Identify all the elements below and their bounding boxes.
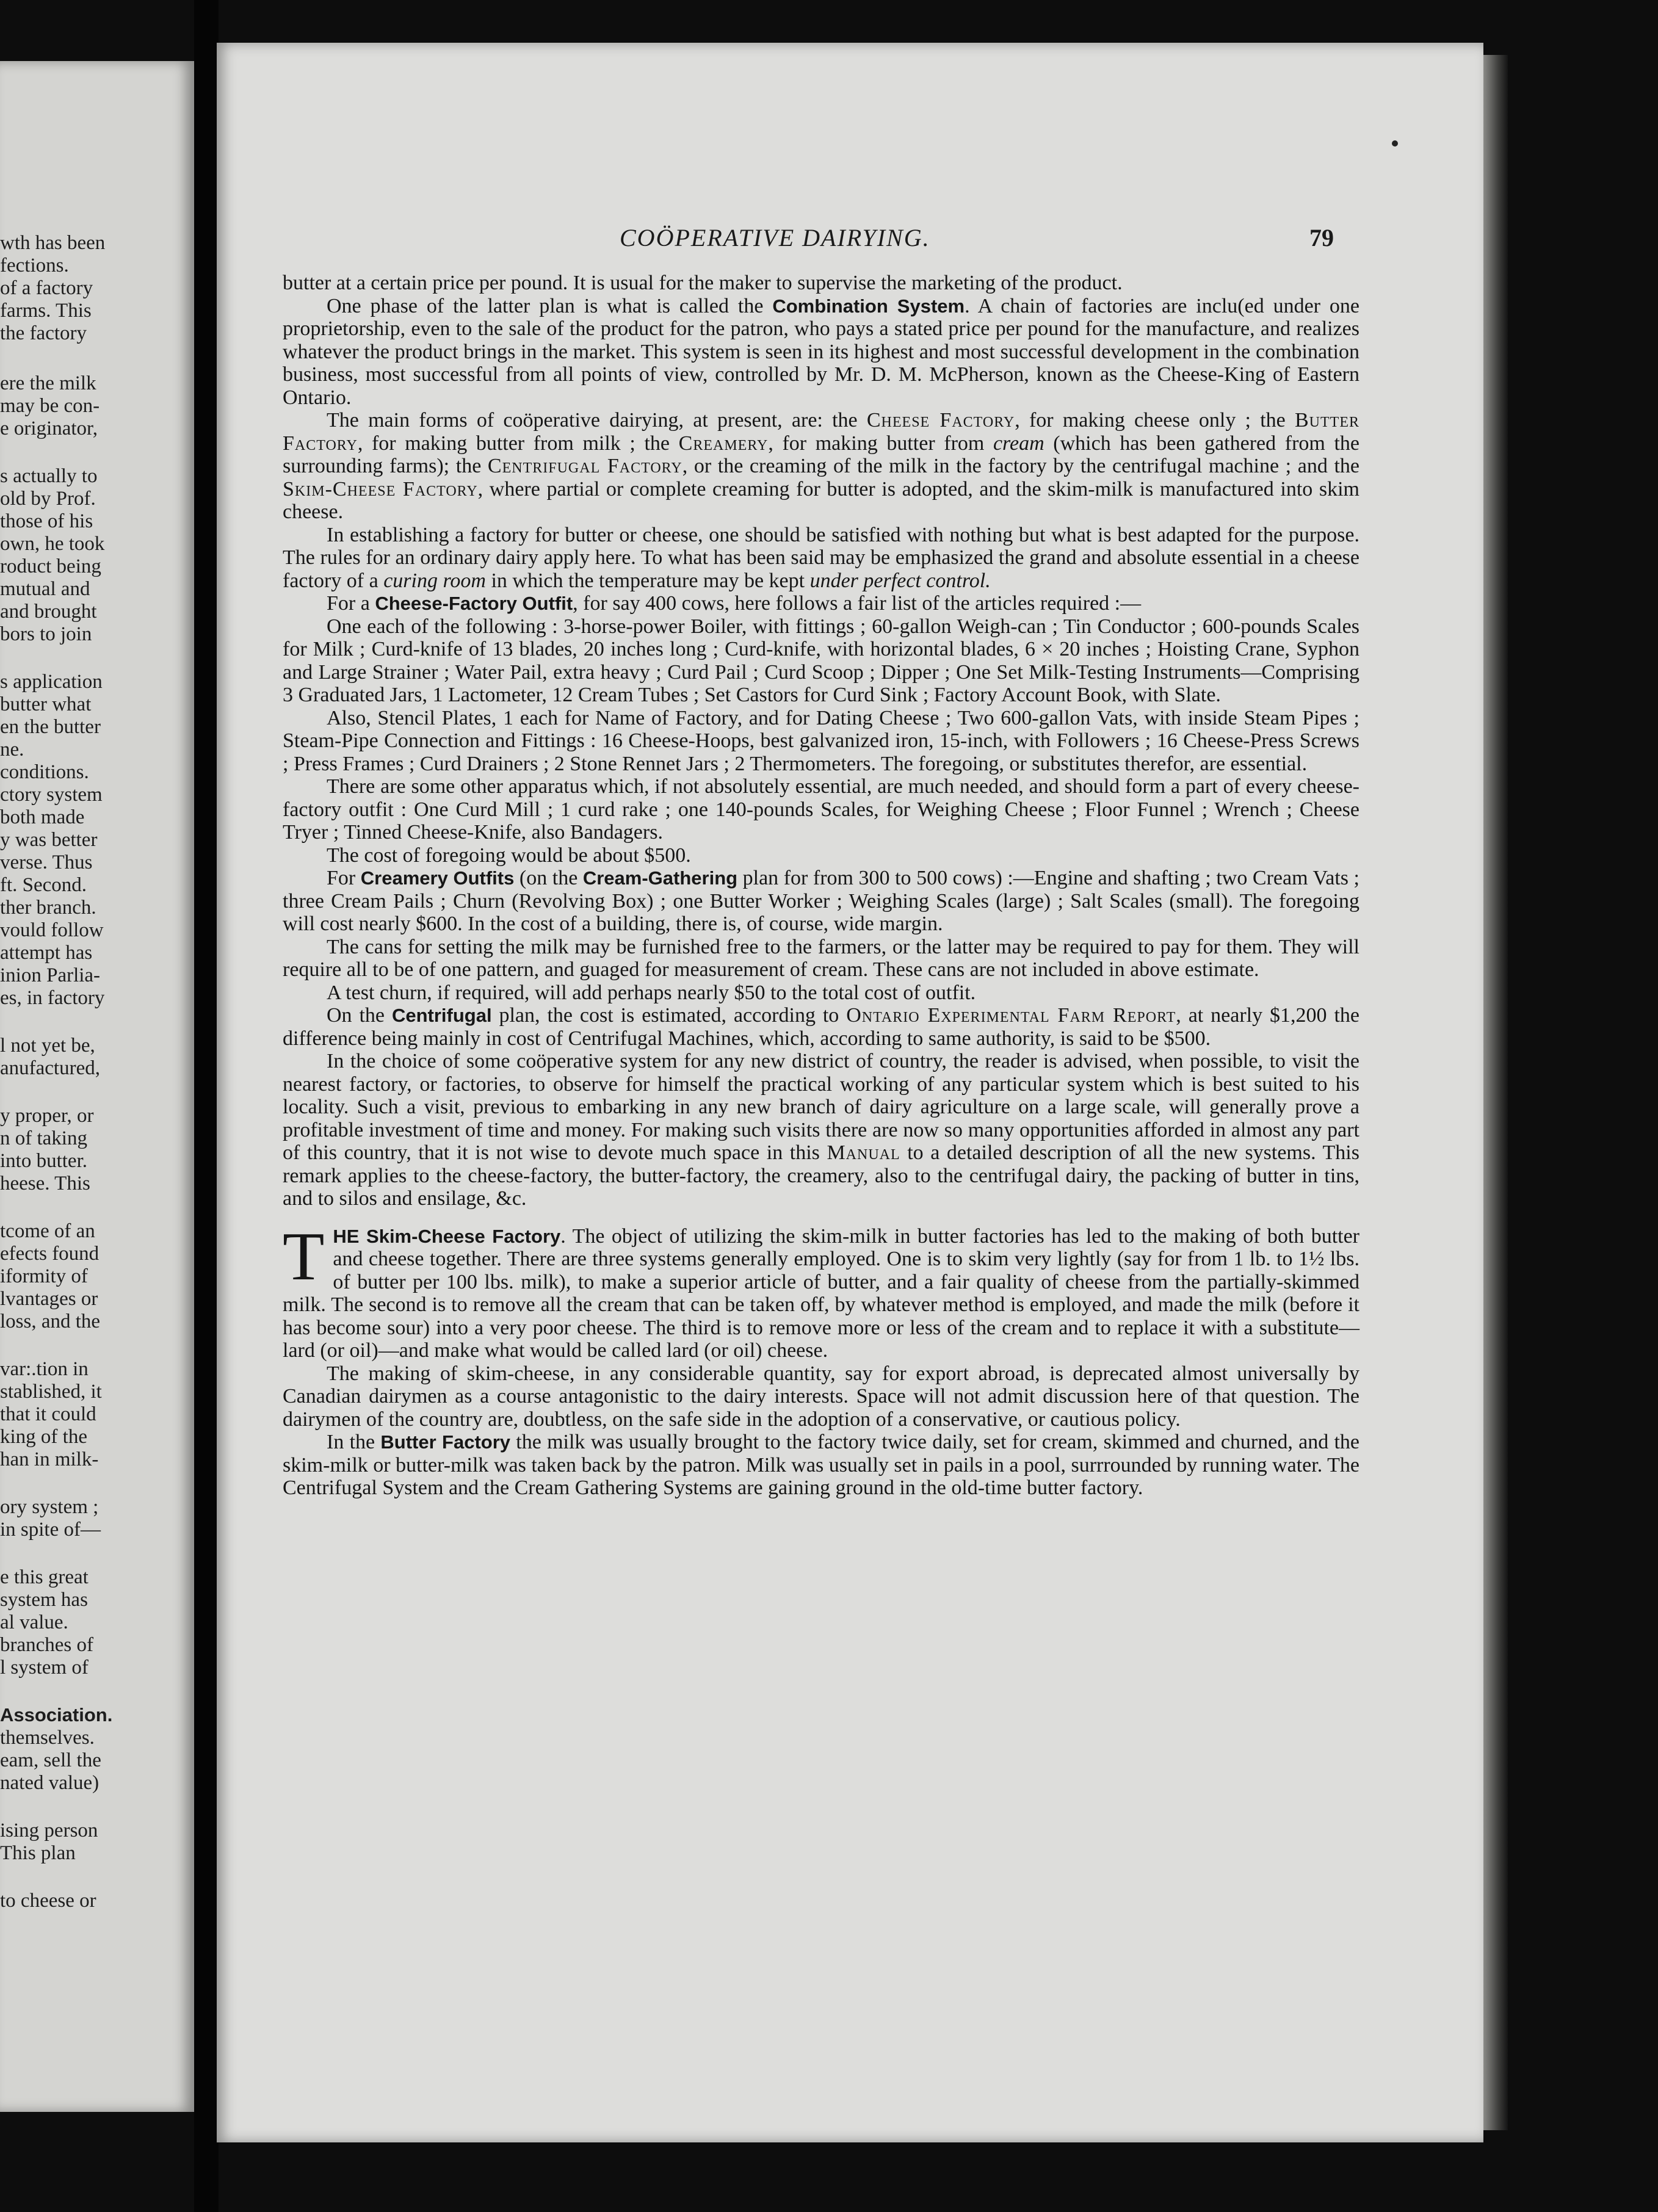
left-page-line: nated value) (0, 1772, 100, 1794)
left-page-line: attempt has (0, 942, 93, 964)
left-page-line: ft. Second. (0, 874, 87, 896)
text-run: , for say 400 cows, here follows a fair list of the articles required :— (573, 592, 1142, 615)
small-caps-term: Creamery (678, 432, 769, 455)
paragraph (283, 1362, 1359, 1431)
text-run: to a detailed description of all the new systems. This remark applies to the cheese-factory, the butter-factory, the creamery, also to the centrifugal dairy, the packing of butter in tins, and to silos and ensilage, &c. (283, 1141, 1359, 1210)
left-page-line: s actually to (0, 465, 98, 487)
small-caps-term: Skim-Cheese Factory (283, 477, 478, 501)
left-page-line: ctory system (0, 784, 103, 806)
italic-term: under perfect control. (809, 569, 991, 592)
left-page-line: and brought (0, 601, 97, 623)
left-page-line: stablished, it (0, 1381, 102, 1403)
paragraph (283, 295, 1359, 410)
left-page-line: king of the (0, 1426, 87, 1448)
left-page-line: into butter. (0, 1150, 87, 1172)
left-page-line: ising person (0, 1820, 98, 1842)
text-run: The cans for setting the milk may be furnished free to the farmers, or the latter may be required to pay for them. They will require all to be of one pattern, and guaged for measurement of cream. These cans are not included in above estimate. (283, 935, 1359, 981)
text-run: . A chain of factories are inclu(ed under one proprietorship, even to the sale of the product for the patron, who pays a stated price per pound for the manufacture, and realizes whatever the product brings in the market. This system is seen in its highest and most successful development in the combination business, most successful from all points of view, controlled by Mr. D. M. McPherson, known as the Cheese-King of Eastern Ontario. (283, 294, 1359, 409)
paragraph (283, 272, 1359, 295)
italic-term: curing room (383, 569, 486, 592)
left-page-line: efects found (0, 1243, 100, 1265)
left-page-line: e originator, (0, 417, 98, 439)
left-page-line: ther branch. (0, 897, 96, 919)
paragraph (283, 409, 1359, 524)
text-run: A test churn, if required, will add perhaps nearly $50 to the total cost of outfit. (327, 981, 976, 1004)
running-title: COÖPERATIVE DAIRYING. (620, 224, 930, 251)
left-page-line: those of his (0, 510, 93, 532)
left-page-line: both made (0, 806, 85, 828)
left-page-line: tcome of an (0, 1220, 95, 1242)
left-page-line: lvantages or (0, 1288, 98, 1310)
left-page-line: own, he took (0, 533, 105, 555)
left-page-line: han in milk- (0, 1448, 99, 1470)
small-caps-term: Ontario Experimental Farm Report (846, 1004, 1176, 1027)
left-page-line: en the butter (0, 716, 101, 738)
small-caps-term: Manual (827, 1141, 900, 1164)
left-page-line: l not yet be, (0, 1035, 95, 1057)
paragraph (283, 1004, 1359, 1050)
left-page-line: wth has been (0, 232, 106, 254)
left-page-line: al value. (0, 1611, 68, 1633)
left-page-line: bors to join (0, 623, 92, 645)
left-page-line: Association. (0, 1704, 113, 1726)
left-page-line: var:.tion in (0, 1358, 89, 1380)
paragraph (283, 524, 1359, 593)
left-page-line: mutual and (0, 578, 90, 600)
left-page-line: farms. This (0, 300, 92, 322)
text-run: , where partial or complete creaming for butter is adopted, and the skim-milk is manufactured into skim cheese. (283, 477, 1359, 523)
text-run: , for making butter from milk ; the (357, 432, 679, 455)
left-page-line: loss, and the (0, 1310, 101, 1332)
text-run: the milk was usually brought to the factory twice daily, set for cream, skimmed and churned, and the skim-milk or butter-milk was taken back by the patron. Milk was usually set in pails in a pool, surrrounded by running water. The Centrifugal System and the Cream Gathering Systems are gaining ground in the old-time butter factory. (283, 1431, 1360, 1499)
running-header (217, 220, 1483, 256)
text-run: , or the creaming of the milk in the factory by the centrifugal machine ; and the (682, 455, 1359, 477)
bold-term: Combination System (772, 295, 965, 317)
left-page-line: y was better (0, 829, 98, 851)
paragraph (283, 1431, 1359, 1500)
text-run: For (327, 867, 361, 889)
book-gutter (194, 0, 219, 2212)
left-page-line: may be con- (0, 395, 100, 417)
paragraph (283, 844, 1359, 867)
paragraph (283, 1050, 1359, 1210)
text-run: One each of the following : 3-horse-power Boiler, with fittings ; 60-gallon Weigh-can ; Tin Conductor ; 600-pounds Scales for Milk ; Curd-knife of 13 blades, 20 inches long ; Curd-knife, with horizontal blades, 6 × 20 inches ; Hoisting Crane, Syphon and Large Strainer ; Water Pail, extra heavy ; Curd Pail ; Curd Scoop ; Dipper ; One Set Milk-Testing Instruments—Comprising 3 Graduated Jars, 1 Lactometer, 12 Cream Tubes ; Set Castors for Curd Sink ; Factory Account Book, with Slate. (283, 615, 1359, 706)
text-run: For a (327, 592, 375, 615)
text-run: . The object of utilizing the skim-milk in butter factories has led to the making of both butter and cheese together. There are three systems generally employed. One is to skim very lightly (say for from 1 lb. to 1½ lbs. of butter per 100 lbs. milk), to make a superior article of butter, and a fair quality of cheese from the partially-skimmed milk. The second is to remove all the cream that can be taken off, by whatever method is employed, and made the milk (before it has become sour) into a very poor cheese. The third is to remove more or less of the cream and to replace it with a substitute—lard (or oil)—and make what would be called lard (or oil) cheese. (283, 1224, 1360, 1362)
bold-term: Creamery Outfits (360, 867, 515, 889)
paragraph (283, 981, 1359, 1005)
left-page-line: anufactured, (0, 1057, 100, 1079)
left-page-line: n of taking (0, 1127, 87, 1149)
page-edge (1483, 55, 1508, 2130)
right-page (217, 43, 1483, 2142)
text-run: Also, Stencil Plates, 1 each for Name of Factory, and for Dating Cheese ; Two 600-gallon Vats, with inside Steam Pipes ; Steam-Pipe Connection and Fittings : 16 Cheese-Hoops, best galvanized iron, 15-inch, with Followers ; 16 Cheese-Press Screws ; Press Frames ; Curd Drainers ; 2 Stone Rennet Jars ; 2 Thermometers. The foregoing, or substitutes therefor, are essential. (283, 706, 1359, 775)
text-run: In the choice of some coöperative system for any new district of country, the reader is advised, when possible, to visit the nearest factory, or factories, to observe for himself the practical working of any particular system which is best suited to his locality. Such a visit, previous to embarking in any new branch of dairy agriculture on a large scale, will generally prove a profitable investment of time and money. For making such visits there are now so many opportunities afforded in almost any part of this country, that it is not wise to devote much space in this (283, 1050, 1359, 1164)
main-text (283, 272, 1359, 1500)
small-caps-term: Cheese Factory (866, 409, 1015, 432)
text-run: in which the temperature may be kept (485, 569, 810, 592)
text-run: , for making cheese only ; the (1015, 409, 1295, 432)
text-run: plan, the cost is estimated, according to (491, 1004, 847, 1027)
left-page-line: heese. This (0, 1173, 90, 1195)
text-run: On the (327, 1004, 392, 1027)
left-page-line: butter what (0, 693, 92, 715)
bold-term: Cheese-Factory Outfit (375, 593, 573, 614)
left-page-line: es, in factory (0, 987, 105, 1009)
left-page-line: eam, sell the (0, 1749, 101, 1771)
text-run: In establishing a factory for butter or cheese, one should be satisfied with nothing but what is best adapted for the purpose. The rules for an ordinary dairy apply here. To what has been said may be emphasized the grand and absolute essential in a cheese factory of a (283, 523, 1359, 592)
paragraph (283, 936, 1359, 981)
left-page-line: the factory (0, 322, 87, 344)
left-page-line: inion Parlia- (0, 964, 101, 986)
text-run: , for making butter from (768, 432, 993, 455)
text-run: One phase of the latter plan is what is called the (327, 294, 773, 317)
bold-term: Centrifugal (391, 1005, 492, 1026)
paragraph (283, 707, 1359, 776)
left-page-line: system has (0, 1589, 88, 1611)
text-run: The cost of foregoing would be about $500. (327, 844, 691, 867)
ink-speck (1392, 140, 1398, 146)
left-facing-page (0, 61, 194, 2112)
small-caps-term: Centrifugal Factory (487, 455, 682, 477)
left-page-line: l system of (0, 1657, 89, 1679)
text-run: butter at a certain price per pound. It is usual for the maker to supervise the marketing of the product. (283, 272, 1123, 294)
section-heading: HE Skim-Cheese Factory (333, 1225, 561, 1247)
text-run: , at nearly $1,200 the difference being mainly in cost of Centrifugal Machines, which, according to same authority, is said to be $500. (283, 1004, 1360, 1050)
left-page-line: themselves. (0, 1727, 95, 1749)
text-run: (which has been gathered from the surrounding farms); the (283, 432, 1359, 477)
left-page-line: fections. (0, 255, 69, 276)
left-page-line: ory system ; (0, 1496, 99, 1518)
section-paragraph (283, 1218, 1360, 1362)
text-run: There are some other apparatus which, if not absolutely essential, are much needed, and should form a part of every cheese-factory outfit : One Curd Mill ; 1 curd rake ; one 140-pounds Scales, for Weighing Cheese ; Floor Funnel ; Wrench ; Cheese Tryer ; Tinned Cheese-Knife, also Bandagers. (283, 775, 1359, 844)
left-page-line: ne. (0, 739, 24, 761)
paragraph (283, 592, 1359, 615)
left-page-line: in spite of— (0, 1519, 101, 1541)
left-page-line: conditions. (0, 761, 89, 783)
left-page-line: s application (0, 671, 103, 693)
bold-term: Cream-Gathering (582, 867, 738, 889)
text-run: (on the (514, 867, 583, 889)
text-run: The making of skim-cheese, in any considerable quantity, say for export abroad, is deprecated almost universally by Canadian dairymen as a course antagonistic to the dairy interests. Space will not admit discussion here of that question. The dairymen of the country are, doubtless, on the safe side in the adoption of a conservative, or cautious policy. (283, 1362, 1359, 1431)
left-page-line: verse. Thus (0, 851, 93, 873)
italic-term: cream (993, 432, 1044, 455)
left-page-line: y proper, or (0, 1105, 94, 1127)
left-page-line: that it could (0, 1403, 96, 1425)
drop-cap: T (283, 1218, 325, 1295)
text-run: plan for from 300 to 500 cows) :—Engine and shafting ; two Cream Vats ; three Cream Pails ; Churn (Revolving Box) ; one Butter Worker ; Weighing Scales (large) ; Salt Scales (small). The foregoing will cost nearly $600. In the cost of a building, there is, of course, wide margin. (283, 867, 1360, 935)
bold-term: Butter Factory (380, 1431, 511, 1453)
left-page-line: roduct being (0, 555, 101, 577)
text-run: In the (327, 1431, 381, 1453)
left-page-line: ere the milk (0, 372, 96, 394)
left-page-line: branches of (0, 1634, 94, 1656)
text-run: The main forms of coöperative dairying, at present, are: the (327, 409, 867, 432)
paragraph (283, 867, 1359, 936)
page-number: 79 (1309, 224, 1334, 251)
small-caps-term: Butter Factory (283, 409, 1359, 455)
left-page-line: of a factory (0, 277, 93, 299)
left-page-line: to cheese or (0, 1890, 96, 1912)
paragraph (283, 775, 1359, 844)
left-page-line: e this great (0, 1566, 89, 1588)
paragraph (283, 615, 1359, 707)
left-page-line: vould follow (0, 919, 104, 941)
left-page-line: iformity of (0, 1265, 88, 1287)
left-page-line: This plan (0, 1842, 76, 1864)
left-page-line: old by Prof. (0, 488, 96, 510)
